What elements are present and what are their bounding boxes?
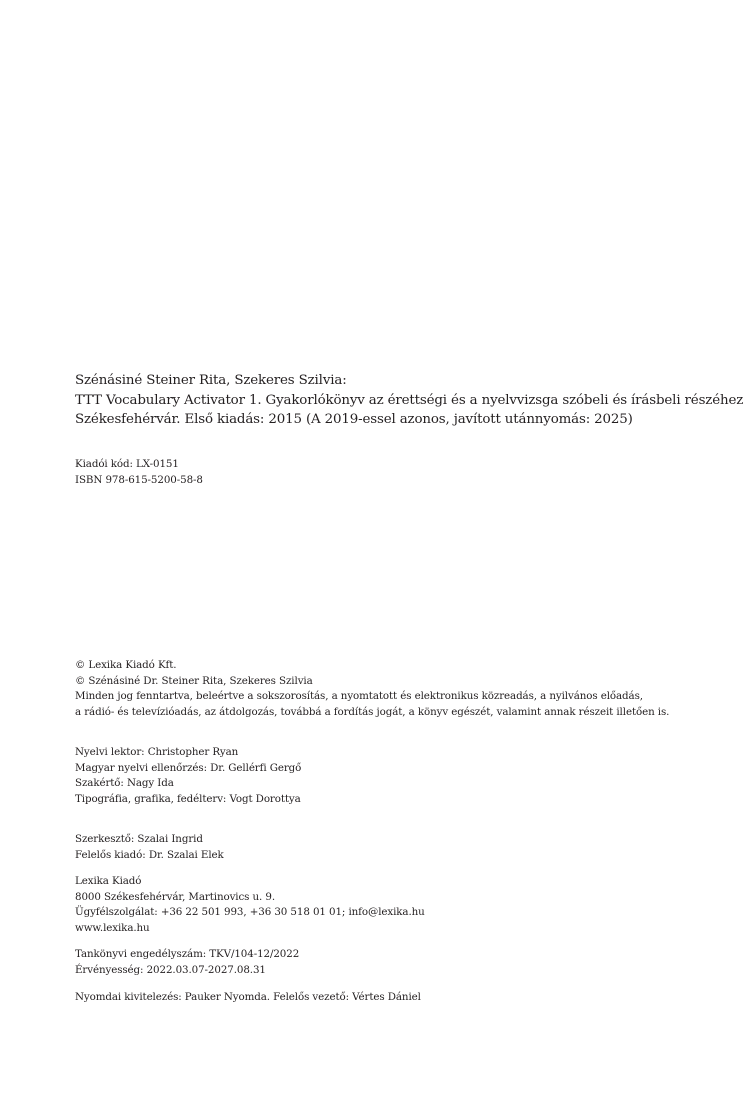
publisher-code: Kiadói kód: LX-0151 <box>75 458 179 470</box>
design-credit: Tipográfia, grafika, fedélterv: Vogt Dorottya <box>75 792 301 805</box>
copyright-publisher: © Lexika Kiadó Kft. <box>75 659 177 671</box>
responsible-publisher: Felelős kiadó: Dr. Szalai Elek <box>75 848 224 861</box>
bibliographic-record <box>75 371 744 430</box>
publisher-address: 8000 Székesfehérvár, Martinovics u. 9. <box>75 890 276 903</box>
language-lector: Nyelvi lektor: Christopher Ryan <box>75 746 239 758</box>
editorial-credits <box>75 832 715 863</box>
publisher-website: www.lexika.hu <box>75 921 150 934</box>
publisher-name: Lexika Kiadó <box>75 875 142 887</box>
isbn-number: ISBN 978-615-5200-58-8 <box>75 473 203 486</box>
hungarian-language-check: Magyar nyelvi ellenőrzés: Dr. Gellérfi Gergő <box>75 761 302 774</box>
book-codes <box>75 457 715 488</box>
rights-reserved-line-2: a rádió- és televízióadás, az átdolgozás, továbbá a fordítás jogát, a könyv egészét, valamint annak részeit illetően is. <box>75 705 670 718</box>
authors-line: Szénásiné Steiner Rita, Szekeres Szilvia: <box>75 373 347 388</box>
textbook-license-number: Tankönyvi engedélyszám: TKV/104-12/2022 <box>75 948 300 960</box>
copyright-authors: © Szénásiné Dr. Steiner Rita, Szekeres Szilvia <box>75 674 313 687</box>
publisher-contact <box>75 874 715 936</box>
rights-reserved-line-1: Minden jog fenntartva, beleértve a sokszorosítás, a nyomtatott és elektronikus közreadás, a nyilvános előadás, <box>75 690 643 702</box>
edition-line: Székesfehérvár. Első kiadás: 2015 (A 2019-essel azonos, javított utánnyomás: 2025) <box>75 412 633 427</box>
textbook-approval <box>75 947 715 978</box>
contributor-credits <box>75 745 715 807</box>
printing-line: Nyomdai kivitelezés: Pauker Nyomda. Felelős vezető: Vértes Dániel <box>75 991 421 1003</box>
editor-credit: Szerkesztő: Szalai Ingrid <box>75 833 203 845</box>
license-validity: Érvényesség: 2022.03.07-2027.08.31 <box>75 963 266 976</box>
copyright-notice <box>75 658 715 720</box>
book-title-line: TTT Vocabulary Activator 1. Gyakorlókönyv az érettségi és a nyelvvizsga szóbeli és írásbeli részéhez <box>75 392 744 408</box>
printing-credit <box>75 990 715 1006</box>
customer-service-line: Ügyfélszolgálat: +36 22 501 993, +36 30 518 01 01; info@lexika.hu <box>75 906 425 918</box>
expert-reviewer: Szakértő: Nagy Ida <box>75 777 174 789</box>
